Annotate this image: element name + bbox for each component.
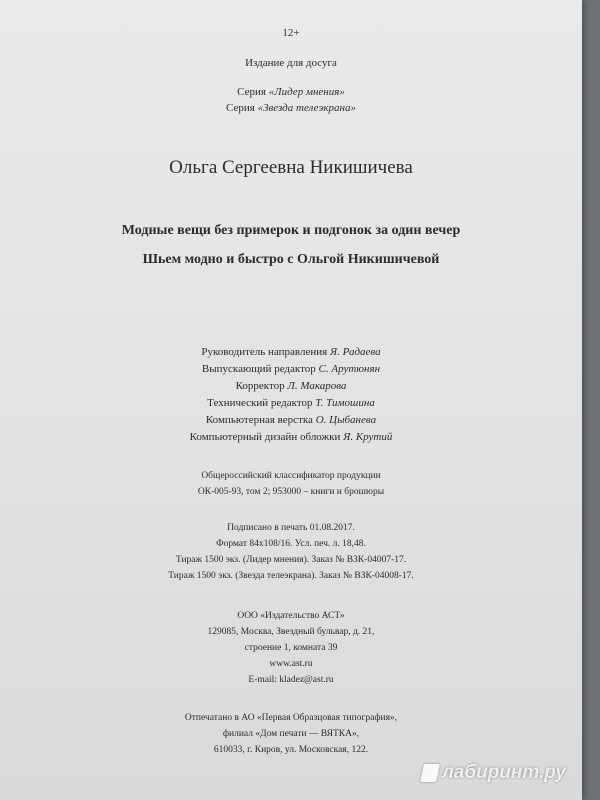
credit-role: Руководитель направления [201,346,330,358]
credit-row [0,378,582,395]
series-name: «Звезда телеэкрана» [257,102,356,114]
credit-role: Выпускающий редактор [201,363,319,375]
credit-row [0,412,582,429]
classifier-line-2: ОК-005-93, том 2; 953000 – книги и брошюры [197,487,385,497]
credit-name: Я. Радаева [329,346,381,358]
publisher-website: www.ast.ru [269,659,313,669]
series-line-2 [0,101,582,115]
credit-row [0,344,582,361]
publisher-line: ООО «Издательство АСТ» [237,611,345,621]
credit-name: Т. Тимошина [315,397,375,409]
series-prefix: Серия [237,86,269,98]
credit-role: Компьютерный дизайн обложки [189,431,344,443]
credit-row [0,395,582,412]
edition-label: Издание для досуга [245,57,337,69]
credit-role: Компьютерная верстка [205,414,316,426]
book-title-line-1: Модные вещи без примерок и подгонок за один вечер [121,223,461,238]
book-title-line-2: Шьем модно и быстро с Ольгой Никишичевой [142,252,440,267]
watermark-text: лабиринт.ру [441,762,566,783]
labirint-watermark [422,762,566,784]
printer-line: филиал «Дом печати — ВЯТКА», [222,729,360,739]
printer-line: 610033, г. Киров, ул. Московская, 122. [213,745,369,755]
series-line-1 [0,85,582,99]
credit-name: С. Арутюнян [318,363,381,375]
print-info-line: Тираж 1500 экз. (Лидер мнения). Заказ № ВЗК-04007-17. [175,555,407,565]
credit-row [0,361,582,378]
print-info-line: Формат 84x108/16. Усл. печ. л. 18,48. [216,539,366,549]
credit-name: Я. Крутий [343,431,393,443]
series-prefix: Серия [226,102,258,114]
printer-line: Отпечатано в АО «Первая Образцовая типография», [184,713,398,723]
author-name: Ольга Сергеевна Никишичева [169,157,413,178]
credit-name: О. Цыбанева [315,414,377,426]
credit-role: Технический редактор [207,397,316,409]
credit-row [0,429,582,446]
print-info-line: Тираж 1500 экз. (Звезда телеэкрана). Заказ № ВЗК-04008-17. [168,571,414,581]
labirint-logo-icon [420,764,440,782]
publisher-email: E-mail: kladez@ast.ru [248,675,334,685]
print-info-line: Подписано в печать 01.08.2017. [227,523,355,533]
publisher-line: 129085, Москва, Звездный бульвар, д. 21, [207,627,375,637]
publisher-line: строение 1, комната 39 [244,643,338,653]
credit-name: Л. Макарова [287,380,347,392]
classifier-line-1: Общероссийский классификатор продукции [201,471,381,481]
series-name: «Лидер мнения» [268,86,345,98]
age-rating: 12+ [282,27,300,39]
credit-role: Корректор [235,380,288,392]
credits-block [0,344,582,446]
